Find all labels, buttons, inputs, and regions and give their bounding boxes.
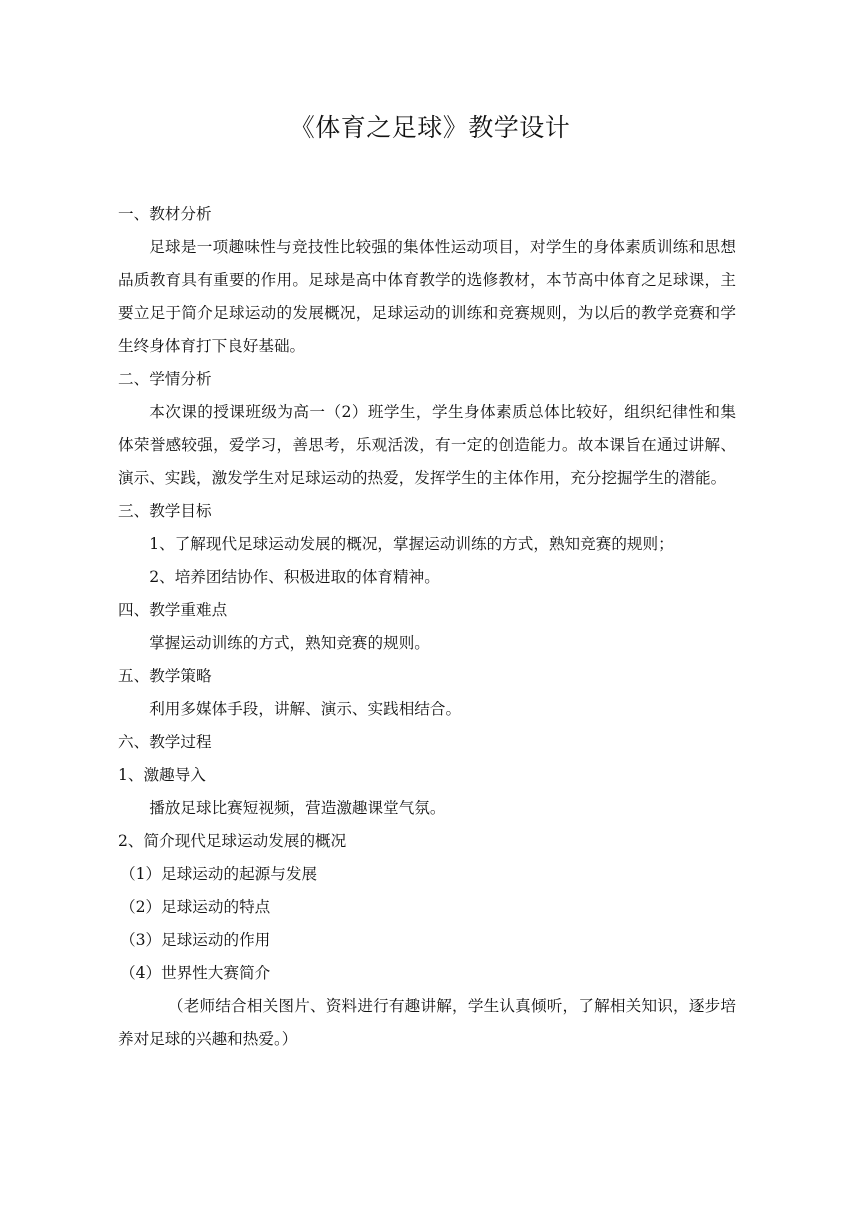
teaching-goal-2: 2、培养团结协作、积极进取的体育精神。	[149, 568, 440, 586]
section-heading-material-analysis: 一、教材分析	[118, 205, 212, 223]
step-2-item-1: （1）足球运动的起源与发展	[120, 865, 318, 883]
document-title: 《体育之足球》教学设计	[289, 113, 571, 142]
step-2-item-4: （4）世界性大赛简介	[120, 964, 271, 982]
section-heading-teaching-goals: 三、教学目标	[118, 502, 212, 520]
step-2-item-2: （2）足球运动的特点	[120, 898, 271, 916]
teaching-strategy-text: 利用多媒体手段，讲解、演示、实践相结合。	[149, 700, 462, 718]
step-2-item-3: （3）足球运动的作用	[120, 931, 271, 949]
document-body	[118, 198, 736, 1056]
student-analysis-paragraph: 本次课的授课班级为高一（2）班学生，学生身体素质总体比较好，组织纪律性和集体荣誉感较强，爱学习，善思考，乐观活泼，有一定的创造能力。故本课旨在通过讲解、演示、实践，激发学生对足球运动的热爱，发挥学生的主体作用，充分挖掘学生的潜能。	[118, 403, 736, 487]
step-1-text: 播放足球比赛短视频，营造激趣课堂气氛。	[149, 799, 446, 817]
section-heading-teaching-process: 六、教学过程	[118, 733, 212, 751]
step-2-heading: 2、简介现代足球运动发展的概况	[118, 832, 347, 850]
section-heading-key-points: 四、教学重难点	[118, 601, 228, 619]
key-points-text: 掌握运动训练的方式，熟知竞赛的规则。	[149, 634, 430, 652]
section-heading-student-analysis: 二、学情分析	[118, 370, 212, 388]
section-heading-teaching-strategy: 五、教学策略	[118, 667, 212, 685]
material-analysis-paragraph: 足球是一项趣味性与竞技性比较强的集体性运动项目，对学生的身体素质训练和思想品质教育具有重要的作用。足球是高中体育教学的选修教材，本节高中体育之足球课，主要立足于简介足球运动的发展概况，足球运动的训练和竞赛规则，为以后的教学竞赛和学生终身体育打下良好基础。	[118, 238, 736, 355]
teaching-goal-1: 1、了解现代足球运动发展的概况，掌握运动训练的方式，熟知竞赛的规则；	[149, 535, 674, 553]
step-2-note: （老师结合相关图片、资料进行有趣讲解，学生认真倾听，了解相关知识，逐步培养对足球的兴趣和热爱。）	[118, 997, 736, 1048]
step-1-heading: 1、激趣导入	[118, 766, 206, 784]
